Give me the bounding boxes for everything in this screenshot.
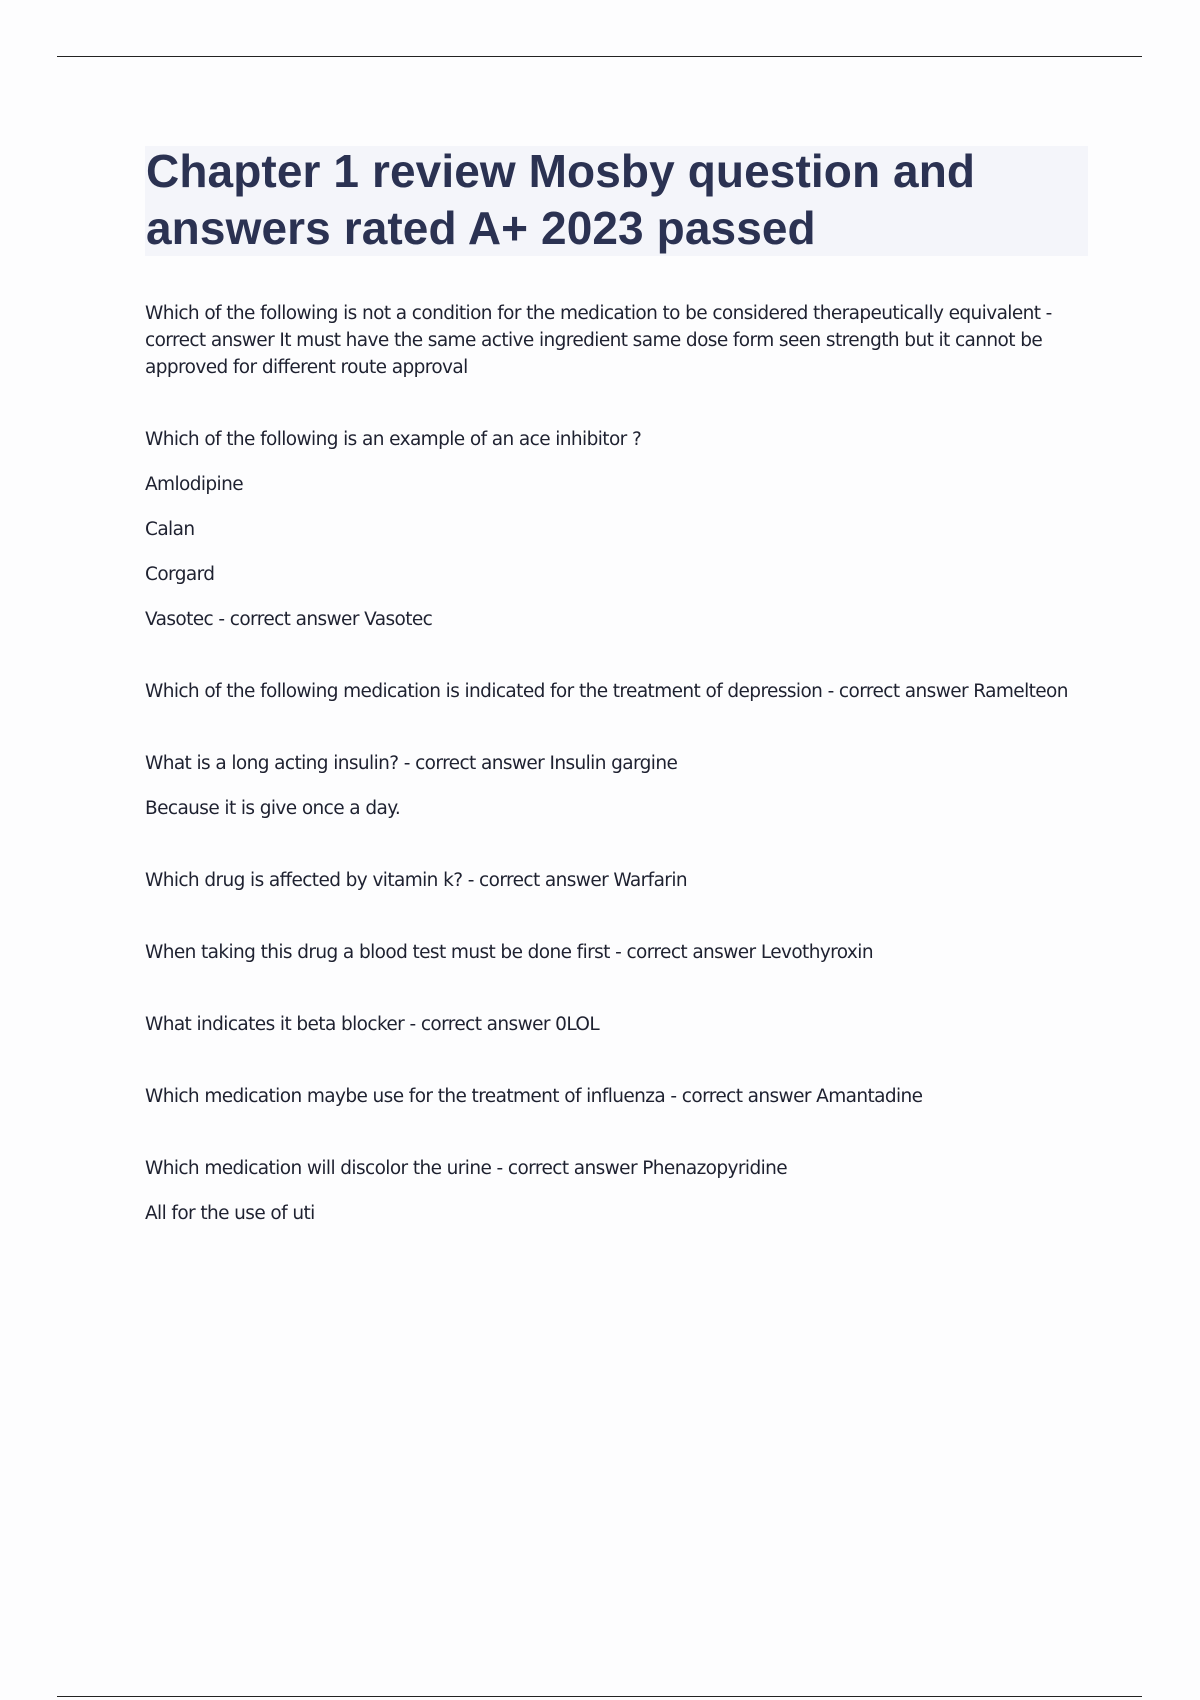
qa-note: Because it is give once a day. xyxy=(145,798,401,819)
qa-item-4 xyxy=(145,750,1095,822)
qa-text: Which of the following medication is indicated for the treatment of depression - correct answer Ramelteon xyxy=(145,681,1068,702)
qa-note: All for the use of uti xyxy=(145,1203,315,1224)
qa-text: What indicates it beta blocker - correct answer 0LOL xyxy=(145,1014,600,1035)
document-body xyxy=(145,300,1095,1272)
qa-item-1 xyxy=(145,300,1095,381)
qa-option: Calan xyxy=(145,519,195,540)
qa-item-2 xyxy=(145,426,1095,633)
qa-item-3 xyxy=(145,678,1095,705)
qa-item-9 xyxy=(145,1155,1095,1227)
qa-item-8 xyxy=(145,1083,1095,1110)
qa-item-6 xyxy=(145,939,1095,966)
qa-text: Which medication will discolor the urine - correct answer Phenazopyridine xyxy=(145,1158,788,1179)
qa-answer: Vasotec - correct answer Vasotec xyxy=(145,609,433,630)
qa-text: Which drug is affected by vitamin k? - correct answer Warfarin xyxy=(145,870,687,891)
page-bottom-rule xyxy=(57,1696,1142,1697)
qa-question: Which of the following is an example of an ace inhibitor ? xyxy=(145,429,642,450)
qa-text: Which of the following is not a condition for the medication to be considered therapeutically equivalent - correct answer It must have the same active ingredient same dose form seen strength but it cannot be approved for different route approval xyxy=(145,303,1052,378)
qa-option: Amlodipine xyxy=(145,474,244,495)
qa-item-5 xyxy=(145,867,1095,894)
qa-option: Corgard xyxy=(145,564,215,585)
qa-text: What is a long acting insulin? - correct answer Insulin gargine xyxy=(145,753,678,774)
qa-text: Which medication maybe use for the treatment of influenza - correct answer Amantadine xyxy=(145,1086,923,1107)
qa-text: When taking this drug a blood test must be done first - correct answer Levothyroxin xyxy=(145,942,873,963)
document-title: Chapter 1 review Mosby question and answers rated A+ 2023 passed xyxy=(146,145,976,254)
page-top-rule xyxy=(57,56,1142,57)
qa-item-7 xyxy=(145,1011,1095,1038)
